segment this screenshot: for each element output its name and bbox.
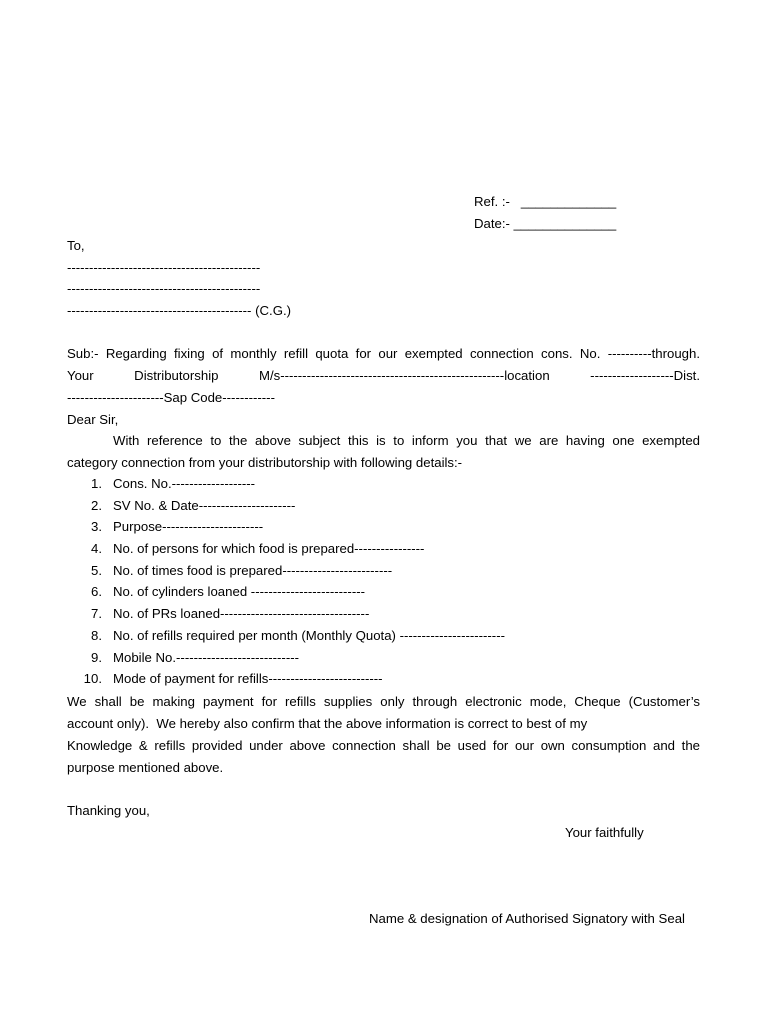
subject-line-1: Sub:- Regarding fixing of monthly refill quota for our exempted connection cons. No. ----------through. [67, 346, 700, 361]
list-item-number: 9. [91, 649, 102, 665]
list-item [67, 670, 383, 692]
salutation: Dear Sir, [67, 412, 119, 427]
sign-off: Your faithfully [565, 825, 644, 840]
closing-line-3: Knowledge & refills provided under above connection shall be used for our own consumption and the [67, 738, 700, 753]
list-item [67, 475, 256, 497]
intro-line-2: category connection from your distributorship with following details:- [67, 455, 463, 470]
subject-line-2: Your Distributorship M/s---------------------------------------------------location -------------------Dist. [67, 368, 700, 383]
list-item-text: Mobile No.---------------------------- [113, 649, 299, 665]
list-item-number: 8. [91, 627, 102, 643]
list-item [67, 497, 296, 519]
closing-line-4: purpose mentioned above. [67, 760, 224, 775]
subject-line-3: ----------------------Sap Code------------ [67, 390, 275, 405]
list-item-number: 3. [91, 519, 102, 535]
list-item-number: 6. [91, 584, 102, 600]
details-list [67, 475, 505, 692]
closing-line-2: account only). We hereby also confirm that the above information is correct to best of my [67, 716, 588, 731]
list-item-text: SV No. & Date---------------------- [113, 497, 296, 513]
list-item-text: No. of cylinders loaned -------------------------- [113, 584, 365, 600]
list-item [67, 605, 370, 627]
closing-line-1: We shall be making payment for refills supplies only through electronic mode, Cheque (Customer’s [67, 694, 700, 709]
list-item [67, 540, 425, 562]
thanking-line: Thanking you, [67, 803, 150, 818]
list-item-number: 2. [91, 497, 102, 513]
address-line-2: -------------------------------------------- [67, 281, 261, 296]
intro-line-1: With reference to the above subject this is to inform you that we are having one exempted [113, 433, 700, 448]
address-line-3: ------------------------------------------ (C.G.) [67, 303, 292, 318]
list-item-text: No. of PRs loaned---------------------------------- [113, 606, 370, 622]
list-item-text: No. of times food is prepared------------------------- [113, 562, 393, 578]
list-item-text: No. of persons for which food is prepared---------------- [113, 541, 425, 557]
list-item [67, 627, 505, 649]
date-line: Date:- ______________ [474, 216, 617, 231]
signatory-line: Name & designation of Authorised Signatory with Seal [369, 911, 685, 926]
list-item-number: 10. [83, 671, 102, 687]
list-item-number: 4. [91, 541, 102, 557]
list-item-text: Mode of payment for refills-------------------------- [113, 671, 383, 687]
address-to: To, [67, 238, 85, 253]
list-item-number: 5. [91, 562, 102, 578]
list-item [67, 583, 365, 605]
address-line-1: -------------------------------------------- [67, 260, 261, 275]
list-item-text: No. of refills required per month (Monthly Quota) ------------------------ [113, 627, 505, 643]
list-item-number: 7. [91, 606, 102, 622]
list-item-text: Cons. No.------------------- [113, 476, 256, 491]
ref-line: Ref. :- _____________ [474, 194, 617, 209]
list-item [67, 562, 393, 584]
list-item-number: 1. [91, 476, 102, 491]
list-item [67, 518, 264, 540]
list-item [67, 649, 299, 671]
list-item-text: Purpose----------------------- [113, 519, 264, 535]
